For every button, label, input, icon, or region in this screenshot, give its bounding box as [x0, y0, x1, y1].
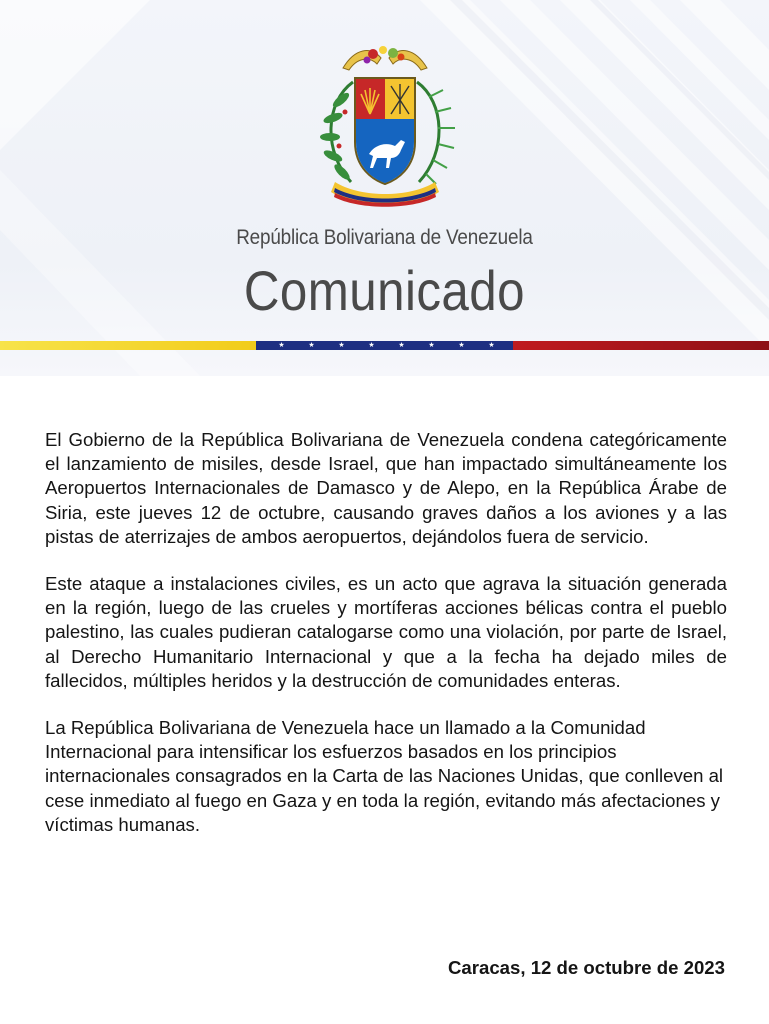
- flag-color-bar: [0, 341, 769, 350]
- communique-body: [45, 428, 727, 860]
- paragraph: Este ataque a instalaciones civiles, es un acto que agrava la situación generada en la región, luego de las crueles y mortíferas acciones bélicas contra el pueblo palestino, las cuales pudieran catalogarse como una violación, por parte de Israel, al Derecho Humanitario Internacional y que a la fecha ha dejado miles de fallecidos, múltiples heridos y la destrucción de comunidades enteras.: [45, 573, 727, 691]
- flag-stripe-blue: [256, 341, 512, 350]
- star-icon: ★: [458, 342, 465, 349]
- paragraph: El Gobierno de la República Bolivariana de Venezuela condena categóricamente el lanzamiento de misiles, desde Israel, que han impactado simultáneamente los Aeropuertos Internacionales de Damasco y de Alepo, en la República Árabe de Siria, este jueves 12 de octubre, causando graves daños a los aviones y a las pistas de aterrizajes de ambos aeropuertos, dejándolos fuera de servicio.: [45, 429, 727, 547]
- flag-stripe-yellow: [0, 341, 256, 350]
- place-and-date: Caracas, 12 de octubre de 2023: [448, 957, 725, 978]
- star-icon: ★: [338, 342, 345, 349]
- star-icon: ★: [308, 342, 315, 349]
- coat-of-arms-icon: [305, 42, 465, 214]
- republic-subtitle: República Bolivariana de Venezuela: [236, 226, 533, 249]
- paragraph: La República Bolivariana de Venezuela hace un llamado a la Comunidad Internacional para intensificar los esfuerzos basados en los principios internacionales consagrados en la Carta de las Naciones Unidas, que conlleven al cese inmediato al fuego en Gaza y en toda la región, evitando más afectaciones y víctimas humanas.: [45, 717, 724, 835]
- flag-stripe-red: [513, 341, 769, 350]
- star-icon: ★: [278, 342, 285, 349]
- star-icon: ★: [368, 342, 375, 349]
- star-icon: ★: [428, 342, 435, 349]
- star-icon: ★: [488, 342, 495, 349]
- star-icon: ★: [398, 342, 405, 349]
- page-title: Comunicado: [243, 259, 525, 322]
- document-header: [0, 0, 769, 376]
